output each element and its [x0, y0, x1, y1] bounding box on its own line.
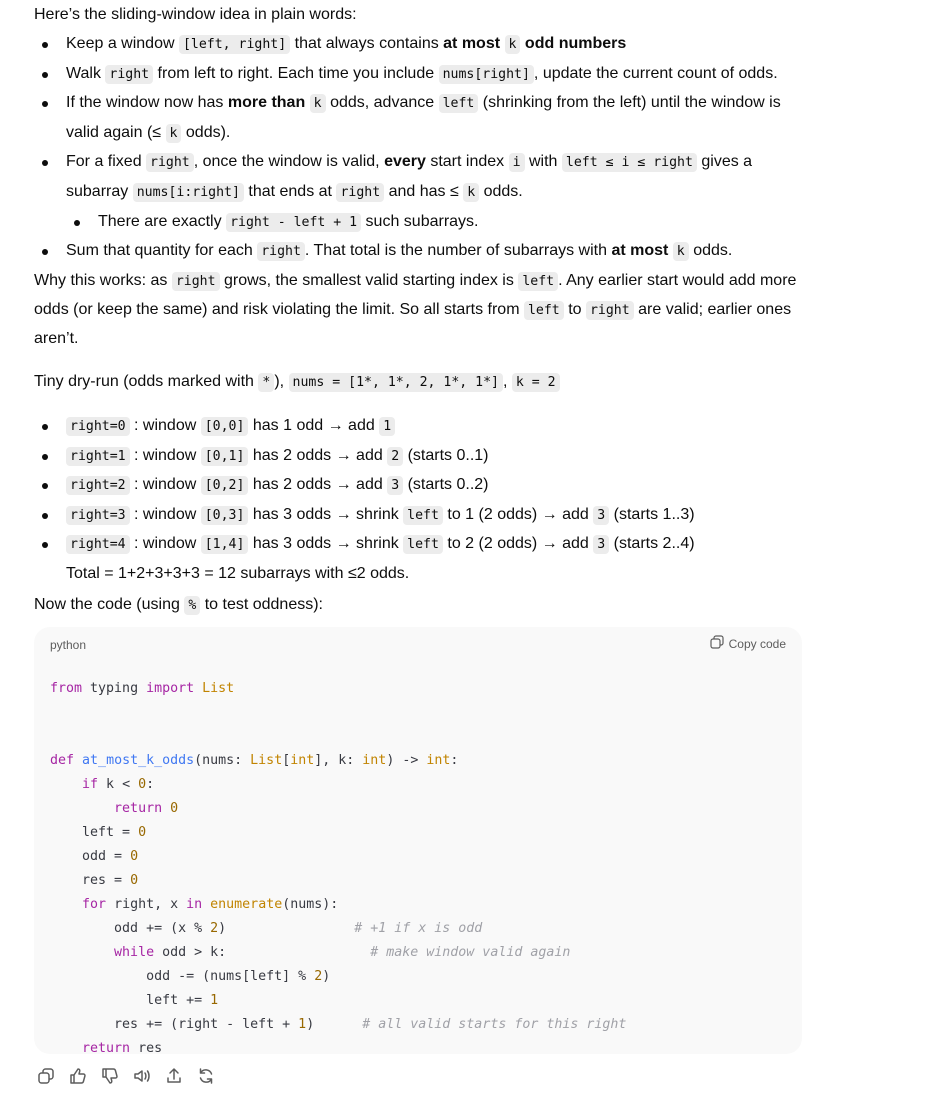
copy-icon: [710, 635, 724, 652]
bullet-list: [34, 30, 804, 267]
read-aloud-icon[interactable]: [130, 1066, 154, 1086]
list-item: There are exactly right - left + 1 such subarrays.: [34, 208, 804, 238]
intro-text: Here’s the sliding-window idea in plain words:: [34, 6, 357, 23]
message-actions: [34, 1066, 218, 1086]
code-content: from typing import List def at_most_k_odds(nums: List[int], k: int) -> int: if k < 0: return 0 left = 0 odd = 0 res = 0 for right, x in enumerate(nums): odd += (x % 2) # +1 if x is odd while odd > k: # make window valid again odd -= (nums[left] % 2) left += 1 res += (right - left + 1) # all valid starts for this right return res: [50, 681, 627, 1056]
list-item: Keep a window [left, right] that always contains at most k odd numbers: [34, 30, 804, 60]
code-block: [34, 627, 802, 1054]
dry-run-list: [34, 412, 804, 589]
list-item: right=3 : window [0,3] has 3 odds → shrink left to 1 (2 odds) → add 3 (starts 1..3): [34, 501, 804, 531]
why-paragraph: Why this works: as right grows, the smallest valid starting index is left . Any earlier start would add more odds (or keep the same) and risk violating the limit. So all starts from left to right are valid; earlier ones aren’t.: [34, 272, 797, 347]
list-item: right=0 : window [0,0] has 1 odd → add 1: [34, 412, 804, 442]
copy-code-button[interactable]: [710, 635, 786, 652]
thumbs-up-icon[interactable]: [66, 1066, 90, 1086]
list-item: right=1 : window [0,1] has 2 odds → add 2 (starts 0..1): [34, 442, 804, 472]
code-intro: Now the code (using % to test oddness):: [34, 596, 323, 613]
list-item: If the window now has more than k odds, advance left (shrinking from the left) until the window is valid again (≤ k odds).: [34, 89, 804, 148]
total-line: Total = 1+2+3+3+3 = 12 subarrays with ≤2 odds.: [66, 564, 410, 582]
copy-code-label: Copy code: [728, 636, 786, 651]
thumbs-down-icon[interactable]: [98, 1066, 122, 1086]
list-item: right=2 : window [0,2] has 2 odds → add 3 (starts 0..2): [34, 471, 804, 501]
copy-icon[interactable]: [34, 1066, 58, 1086]
list-item: For a fixed right , once the window is valid, every start index i with left ≤ i ≤ right gives a subarray nums[i:right] that ends at right and has ≤ k odds.: [34, 148, 804, 207]
list-item: right=4 : window [1,4] has 3 odds → shrink left to 2 (2 odds) → add 3 (starts 2..4): [34, 530, 804, 560]
list-item: Sum that quantity for each right . That total is the number of subarrays with at most k odds.: [34, 237, 804, 267]
dry-run-intro: Tiny dry-run (odds marked with * ), nums = [1*, 1*, 2, 1*, 1*] , k = 2: [34, 368, 560, 397]
share-icon[interactable]: [162, 1066, 186, 1086]
regenerate-icon[interactable]: [194, 1066, 218, 1086]
code-language-label: python: [50, 638, 87, 652]
list-item: Walk right from left to right. Each time you include nums[right] , update the current count of odds.: [34, 60, 804, 90]
